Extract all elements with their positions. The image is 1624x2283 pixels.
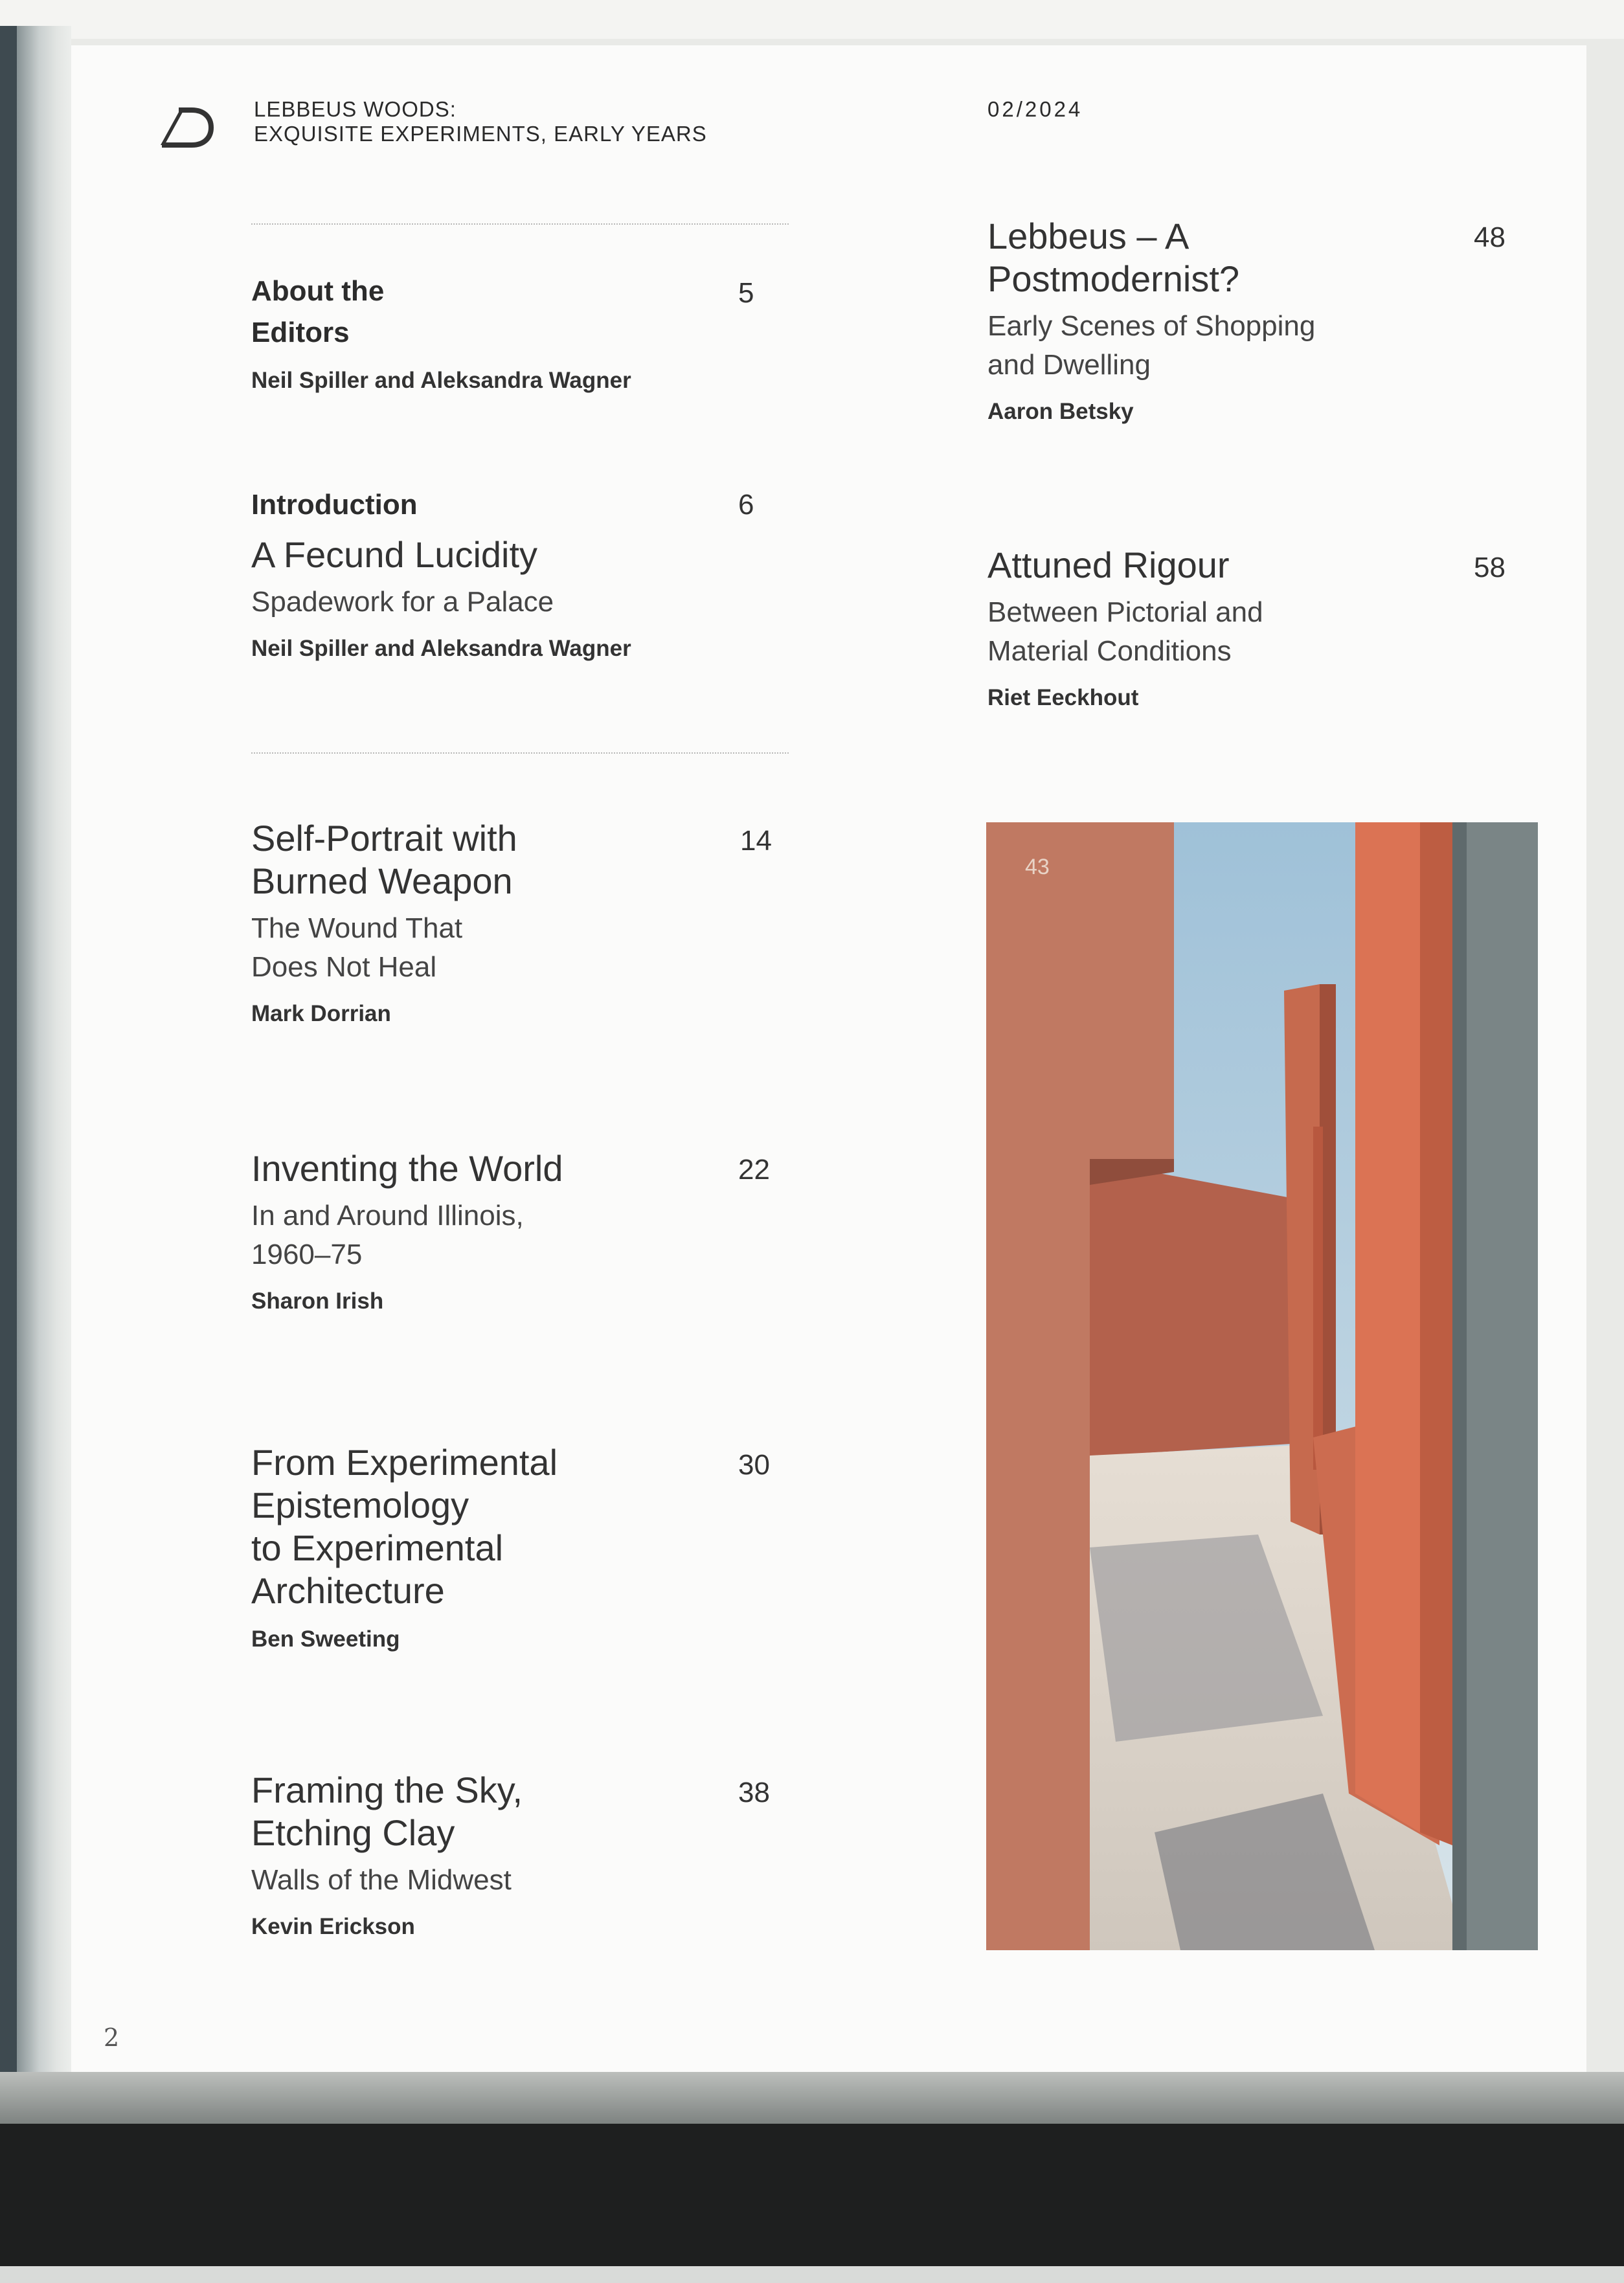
entry-author: Sharon Irish [251, 1288, 384, 1314]
entry-author: Mark Dorrian [251, 1001, 391, 1026]
scan-bottom-bar [0, 2124, 1624, 2283]
entry-author: Neil Spiller and Aleksandra Wagner [251, 368, 631, 393]
toc-entry-self-portrait[interactable] [251, 817, 517, 1027]
toc-entry-inventing-the-world[interactable] [251, 1147, 563, 1314]
architecture-photo [986, 822, 1538, 1950]
entry-title: Lebbeus – A [987, 216, 1190, 256]
entry-author: Aaron Betsky [987, 399, 1134, 424]
toc-entry-introduction[interactable] [251, 484, 631, 662]
series-title: LEBBEUS WOODS: [254, 97, 457, 121]
entry-title-line2: Burned Weapon [251, 860, 513, 901]
entry-page-number: 5 [738, 277, 754, 309]
scan-bottom-gradient [0, 2072, 1624, 2124]
toc-entry-attuned-rigour[interactable] [987, 544, 1263, 711]
entry-subtitle-line2: Does Not Heal [251, 951, 437, 983]
entry-title: About the [251, 275, 385, 307]
entry-subtitle: Walls of the Midwest [251, 1864, 512, 1896]
toc-entry-postmodernist[interactable] [987, 215, 1315, 425]
entry-subtitle: Early Scenes of Shopping [987, 310, 1316, 342]
entry-title-line4: Architecture [251, 1570, 445, 1611]
entry-page-number: 38 [738, 1777, 770, 1808]
issue-date: 02/2024 [987, 97, 1083, 121]
entry-page-number: 6 [738, 489, 754, 521]
entry-subtitle-line2: Material Conditions [987, 635, 1232, 667]
ad-logo-icon [155, 104, 214, 149]
entry-subtitle: Spadework for a Palace [251, 586, 554, 618]
entry-author: Neil Spiller and Aleksandra Wagner [251, 636, 631, 661]
photo-overlay-label: 43 [1025, 855, 1050, 879]
entry-title-line2: Editors [251, 317, 350, 348]
entry-page-number: 48 [1474, 221, 1506, 253]
entry-subtitle-line2: 1960–75 [251, 1239, 363, 1270]
entry-title-line2: Etching Clay [251, 1812, 455, 1853]
toc-entry-about-editors[interactable] [251, 271, 631, 394]
section-label: Introduction [251, 489, 418, 521]
scan-bottom-edge [0, 2266, 1624, 2283]
entry-page-number: 22 [738, 1154, 770, 1186]
entry-title: From Experimental [251, 1442, 558, 1483]
entry-subtitle: Between Pictorial and [987, 596, 1263, 628]
masthead [254, 97, 707, 146]
entry-title-line2: Postmodernist? [987, 258, 1240, 299]
entry-author: Ben Sweeting [251, 1626, 400, 1652]
entry-subtitle: The Wound That [251, 912, 463, 944]
series-subtitle: EXQUISITE EXPERIMENTS, EARLY YEARS [254, 122, 707, 146]
entry-author: Riet Eeckhout [987, 685, 1139, 710]
divider-top [251, 223, 789, 225]
entry-title: Attuned Rigour [987, 545, 1230, 585]
entry-subtitle-line2: and Dwelling [987, 349, 1151, 381]
divider-middle [251, 752, 789, 754]
entry-title: Inventing the World [251, 1148, 563, 1189]
entry-subtitle: In and Around Illinois, [251, 1200, 524, 1231]
entry-title: A Fecund Lucidity [251, 534, 538, 575]
entry-title: Self-Portrait with [251, 818, 517, 859]
entry-title: Framing the Sky, [251, 1770, 523, 1810]
entry-title-line3: to Experimental [251, 1527, 504, 1568]
toc-entry-framing-the-sky[interactable] [251, 1769, 523, 1940]
toc-entry-experimental-epistemology[interactable] [251, 1441, 558, 1652]
entry-page-number: 30 [738, 1449, 770, 1481]
scan-left-shadow [0, 26, 17, 2117]
page-folio: 2 [104, 2023, 120, 2052]
entry-page-number: 58 [1474, 552, 1506, 583]
scan-top-margin [0, 0, 1624, 39]
entry-author: Kevin Erickson [251, 1914, 415, 1939]
entry-title-line2: Epistemology [251, 1485, 469, 1525]
entry-page-number: 14 [740, 825, 772, 857]
